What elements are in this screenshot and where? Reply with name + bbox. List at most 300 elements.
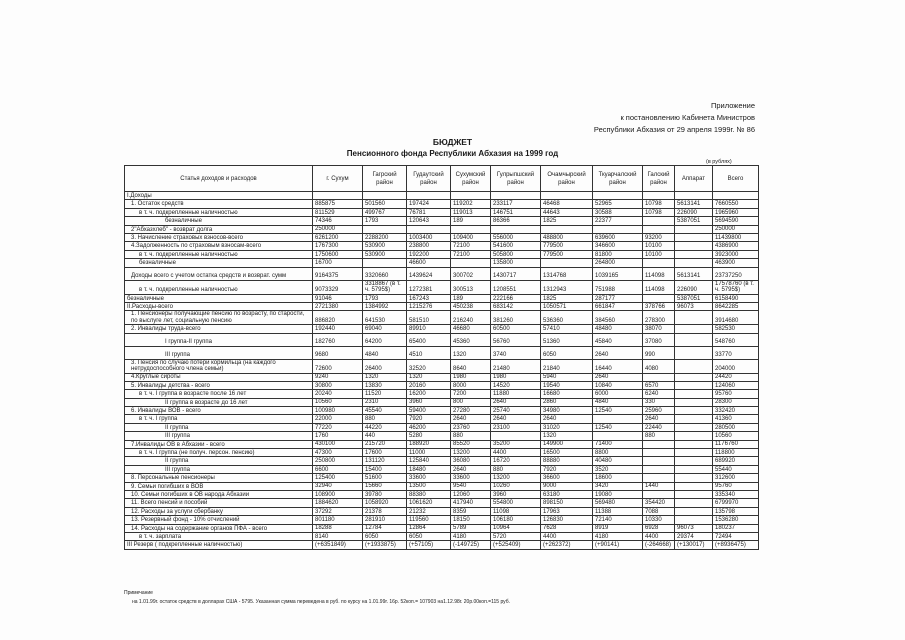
value-cell: 81800 (593, 250, 643, 258)
notes-block (124, 589, 784, 607)
value-cell: 197424 (407, 200, 451, 208)
value-cell: 1320 (363, 373, 407, 381)
value-cell: 60500 (491, 325, 541, 333)
value-cell: 1320 (451, 346, 491, 359)
value-cell: 2640 (643, 415, 675, 423)
value-cell: 21378 (363, 507, 407, 515)
header-cell: Гулрыпшский район (491, 166, 541, 192)
value-cell: 46200 (407, 423, 451, 431)
value-cell: 4180 (451, 532, 491, 540)
value-cell (675, 415, 713, 423)
value-cell: 278300 (643, 311, 675, 325)
value-cell (643, 373, 675, 381)
value-cell (643, 294, 675, 302)
value-cell: 2640 (593, 373, 643, 381)
value-cell: 2640 (451, 465, 491, 473)
value-cell (363, 225, 407, 233)
row-label-cell: III группа (125, 432, 313, 440)
value-cell: 4400 (643, 532, 675, 540)
value-cell: 417940 (451, 499, 491, 507)
value-cell: 23760 (451, 423, 491, 431)
value-cell: 18288 (313, 524, 363, 532)
value-cell: 19540 (541, 381, 593, 389)
value-cell: 8919 (593, 524, 643, 532)
value-cell: 45540 (363, 407, 407, 415)
value-cell: 27280 (451, 407, 491, 415)
value-cell: 20240 (313, 390, 363, 398)
currency-note: (в рублях) (706, 159, 732, 165)
table-row (125, 381, 759, 389)
value-cell: 13830 (363, 381, 407, 389)
value-cell (675, 407, 713, 415)
value-cell (675, 333, 713, 346)
value-cell: 192200 (407, 250, 451, 258)
value-cell: 4080 (643, 359, 675, 373)
value-cell: 8140 (313, 532, 363, 540)
row-label-cell: в т. ч. подкрепленные наличностью (125, 208, 313, 216)
value-cell: 501560 (363, 200, 407, 208)
value-cell (643, 490, 675, 498)
value-cell: 189 (451, 294, 491, 302)
value-cell: 11520 (363, 390, 407, 398)
value-cell: 250800 (313, 457, 363, 465)
value-cell (407, 225, 451, 233)
row-label-cell: 7.Инвалиды ОВ в Абхазии - всего (125, 440, 313, 448)
value-cell: 1536280 (713, 516, 759, 524)
value-cell: 1176760 (713, 440, 759, 448)
value-cell: 280500 (713, 423, 759, 431)
value-cell (675, 325, 713, 333)
value-cell: 3960 (491, 490, 541, 498)
value-cell: 7660550 (713, 200, 759, 208)
value-cell: 10798 (643, 208, 675, 216)
value-cell: (-149725) (451, 541, 491, 549)
value-cell: 23737250 (713, 267, 759, 280)
row-label-cell: 9. Семьи погибших в ВОВ (125, 482, 313, 490)
value-cell: 4400 (541, 532, 593, 540)
value-cell: 16700 (313, 259, 363, 267)
value-cell: 800 (451, 398, 491, 406)
value-cell: 36080 (451, 457, 491, 465)
row-label-cell: II группа (125, 423, 313, 431)
value-cell: 9164375 (313, 267, 363, 280)
row-label-cell: III группа (125, 465, 313, 473)
value-cell: 10798 (643, 200, 675, 208)
value-cell: 264800 (593, 259, 643, 267)
value-cell: 4400 (491, 449, 541, 457)
value-cell: 4840 (593, 398, 643, 406)
value-cell: 30588 (593, 208, 643, 216)
value-cell: 6240 (643, 390, 675, 398)
row-label-cell: 5. Инвалиды детства - всего (125, 381, 313, 389)
value-cell: (+8936475) (713, 541, 759, 549)
value-cell: 346600 (593, 242, 643, 250)
value-cell: 10964 (491, 524, 541, 532)
value-cell: 1980 (491, 373, 541, 381)
value-cell: 46600 (407, 259, 451, 267)
value-cell: 3318867 (в т. ч. 5795$) (363, 280, 407, 294)
value-cell: 135798 (713, 507, 759, 515)
value-cell: 2310 (363, 398, 407, 406)
value-cell: 119560 (407, 516, 451, 524)
table-row (125, 449, 759, 457)
value-cell: 24420 (713, 373, 759, 381)
row-label-cell: II группа (125, 457, 313, 465)
value-cell (675, 440, 713, 448)
value-cell: 15400 (363, 465, 407, 473)
value-cell: 22000 (313, 415, 363, 423)
value-cell: 7088 (643, 507, 675, 515)
value-cell: 65400 (407, 333, 451, 346)
row-label-cell: II.Расходы-всего (125, 303, 313, 311)
value-cell: 40480 (593, 457, 643, 465)
value-cell (407, 192, 451, 200)
value-cell (675, 225, 713, 233)
value-cell: 14520 (491, 381, 541, 389)
value-cell: 250000 (713, 225, 759, 233)
value-cell: 72100 (451, 250, 491, 258)
row-label-cell: 2. Инвалиды труда-всего (125, 325, 313, 333)
value-cell: 226090 (675, 280, 713, 294)
value-cell: 430100 (313, 440, 363, 448)
value-cell: 120643 (407, 217, 451, 225)
value-cell: 8800 (593, 449, 643, 457)
value-cell: 300702 (451, 267, 491, 280)
value-cell: 22377 (593, 217, 643, 225)
value-cell: 1003400 (407, 233, 451, 241)
header-cell: Гагрский район (363, 166, 407, 192)
value-cell: 2288200 (363, 233, 407, 241)
value-cell: 182760 (313, 333, 363, 346)
row-label-cell: II группа в возрасте до 16 лет (125, 398, 313, 406)
value-cell: 10100 (643, 242, 675, 250)
notes-text: на 1.01.99г. остаток средств в долларах США - 5795. Указанная сумма переведена в руб. по курсу на 1.01.99г. 16р. 52коп.= 107903 на1.12.98г. 20р.00коп.=115 руб. (132, 599, 510, 605)
value-cell: 440 (363, 432, 407, 440)
value-cell: 37292 (313, 507, 363, 515)
value-cell (593, 415, 643, 423)
value-cell: 463900 (713, 259, 759, 267)
value-cell: 12540 (593, 407, 643, 415)
value-cell: 335340 (713, 490, 759, 498)
value-cell: 59400 (407, 407, 451, 415)
value-cell: 10560 (313, 398, 363, 406)
value-cell: 204000 (713, 359, 759, 373)
value-cell: 779500 (541, 242, 593, 250)
value-cell: 44220 (363, 423, 407, 431)
value-cell: 23100 (491, 423, 541, 431)
value-cell: 1793 (363, 294, 407, 302)
row-label-cell: безналичные (125, 217, 313, 225)
row-label-cell: в т. ч. подкрепленные наличностью (125, 280, 313, 294)
value-cell: 3520 (593, 465, 643, 473)
value-cell: 1793 (363, 217, 407, 225)
value-cell: 16720 (491, 457, 541, 465)
value-cell: 125400 (313, 474, 363, 482)
value-cell: 31020 (541, 423, 593, 431)
value-cell: (+6351849) (313, 541, 363, 549)
value-cell: 38070 (643, 325, 675, 333)
value-cell: 56760 (491, 333, 541, 346)
row-label-cell: в т. ч. зарплата (125, 532, 313, 540)
table-row (125, 432, 759, 440)
value-cell: (+57105) (407, 541, 451, 549)
value-cell: 13500 (407, 482, 451, 490)
value-cell: 180237 (713, 524, 759, 532)
header-cell: Очамчырский район (541, 166, 593, 192)
value-cell: 45360 (451, 333, 491, 346)
value-cell: 8642285 (713, 303, 759, 311)
value-cell: 18480 (407, 465, 451, 473)
value-cell: 167243 (407, 294, 451, 302)
value-cell: 124060 (713, 381, 759, 389)
row-label-cell: в т. ч. I группа (125, 415, 313, 423)
value-cell: 9540 (451, 482, 491, 490)
value-cell: 126830 (541, 516, 593, 524)
value-cell: 6050 (541, 346, 593, 359)
value-cell: 354420 (643, 499, 675, 507)
value-cell (541, 259, 593, 267)
appendix-line-1: Приложение (711, 101, 755, 110)
value-cell (363, 259, 407, 267)
value-cell: 1215276 (407, 303, 451, 311)
value-cell: 1061620 (407, 499, 451, 507)
value-cell (675, 499, 713, 507)
value-cell: 4386900 (713, 242, 759, 250)
value-cell: 88380 (407, 490, 451, 498)
table-row (125, 499, 759, 507)
value-cell (675, 359, 713, 373)
value-cell: 2640 (491, 415, 541, 423)
value-cell (313, 192, 363, 200)
value-cell: 72100 (451, 242, 491, 250)
value-cell: 20160 (407, 381, 451, 389)
value-cell: 72600 (313, 359, 363, 373)
row-label-cell: 2"Абхазхлеб" - возврат долга (125, 225, 313, 233)
value-cell: 312600 (713, 474, 759, 482)
table-row (125, 217, 759, 225)
value-cell: 2640 (541, 415, 593, 423)
table-row (125, 507, 759, 515)
value-cell: 11439800 (713, 233, 759, 241)
value-cell (643, 449, 675, 457)
value-cell: (+262372) (541, 541, 593, 549)
value-cell (643, 465, 675, 473)
table-row (125, 250, 759, 258)
table-row (125, 541, 759, 549)
value-cell: 5613141 (675, 200, 713, 208)
value-cell (675, 398, 713, 406)
value-cell: 18600 (593, 474, 643, 482)
table-row (125, 423, 759, 431)
value-cell: 69040 (363, 325, 407, 333)
value-cell: 886820 (313, 311, 363, 325)
value-cell (675, 233, 713, 241)
value-cell: 32520 (407, 359, 451, 373)
table-row (125, 482, 759, 490)
value-cell: 556000 (491, 233, 541, 241)
value-cell: 51600 (363, 474, 407, 482)
value-cell: 9240 (313, 373, 363, 381)
value-cell: 287177 (593, 294, 643, 302)
value-cell: 801180 (313, 516, 363, 524)
value-cell: (-264668) (643, 541, 675, 549)
value-cell: 1384992 (363, 303, 407, 311)
table-row (125, 373, 759, 381)
value-cell: 91046 (313, 294, 363, 302)
value-cell: 505800 (491, 250, 541, 258)
value-cell: 33770 (713, 346, 759, 359)
value-cell: 554800 (491, 499, 541, 507)
value-cell: 33600 (451, 474, 491, 482)
table-row (125, 524, 759, 532)
value-cell: 135800 (491, 259, 541, 267)
table-row (125, 280, 759, 294)
value-cell: 12784 (363, 524, 407, 532)
value-cell: 1320 (407, 373, 451, 381)
value-cell (675, 482, 713, 490)
row-label-cell: в т. ч. подкрепленные наличностью (125, 250, 313, 258)
value-cell (541, 225, 593, 233)
value-cell: 6799970 (713, 499, 759, 507)
value-cell: 149900 (541, 440, 593, 448)
value-cell: 880 (363, 415, 407, 423)
value-cell: 5387051 (675, 217, 713, 225)
value-cell: 16200 (407, 390, 451, 398)
value-cell (541, 192, 593, 200)
value-cell: 5720 (491, 532, 541, 540)
value-cell: 641530 (363, 311, 407, 325)
value-cell: 71400 (593, 440, 643, 448)
table-row (125, 192, 759, 200)
value-cell: 1440 (643, 482, 675, 490)
value-cell: 3914680 (713, 311, 759, 325)
value-cell: 16500 (541, 449, 593, 457)
row-label-cell: 12. Расходы за услуги сбербанку (125, 507, 313, 515)
table-row (125, 233, 759, 241)
value-cell: 3740 (491, 346, 541, 359)
appendix-line-2: к постановлению Кабинета Министров (620, 113, 755, 122)
value-cell: 74346 (313, 217, 363, 225)
value-cell: 6928 (643, 524, 675, 532)
header-cell: Галский район (643, 166, 675, 192)
value-cell (643, 474, 675, 482)
value-cell: 8000 (451, 381, 491, 389)
value-cell: 106180 (491, 516, 541, 524)
row-label-cell: 14. Расходы на содержание органов ПФА - всего (125, 524, 313, 532)
value-cell: 3320660 (363, 267, 407, 280)
value-cell: 1430717 (491, 267, 541, 280)
value-cell: 93200 (643, 233, 675, 241)
value-cell: 131120 (363, 457, 407, 465)
value-cell: 8640 (451, 359, 491, 373)
value-cell: 189 (451, 217, 491, 225)
value-cell (643, 225, 675, 233)
table-row (125, 532, 759, 540)
value-cell: 1884620 (313, 499, 363, 507)
value-cell: 582530 (713, 325, 759, 333)
value-cell: 530900 (363, 250, 407, 258)
value-cell (643, 192, 675, 200)
table-row (125, 294, 759, 302)
value-cell: 581510 (407, 311, 451, 325)
value-cell: 35200 (491, 440, 541, 448)
value-cell (675, 373, 713, 381)
value-cell: 39780 (363, 490, 407, 498)
table-row (125, 259, 759, 267)
value-cell: 300513 (451, 280, 491, 294)
value-cell: 216240 (451, 311, 491, 325)
value-cell: 28300 (713, 398, 759, 406)
value-cell: 21232 (407, 507, 451, 515)
value-cell: 37080 (643, 333, 675, 346)
value-cell (593, 432, 643, 440)
table-row (125, 474, 759, 482)
value-cell: 1767300 (313, 242, 363, 250)
row-label-cell: 1. Остаток средств (125, 200, 313, 208)
row-label-cell: 3. Пенсия по случаю потери кормильца (на каждого нетрудоспособного члена семьи) (125, 359, 313, 373)
value-cell: (+1933875) (363, 541, 407, 549)
value-cell: 48480 (593, 325, 643, 333)
value-cell: 114098 (643, 267, 675, 280)
row-label-cell: безналичные (125, 259, 313, 267)
value-cell: 18150 (451, 516, 491, 524)
table-row (125, 516, 759, 524)
value-cell: 3960 (407, 398, 451, 406)
title-line-2: Пенсионного фонда Республики Абхазия на 1999 год (346, 149, 559, 158)
value-cell (491, 225, 541, 233)
value-cell: 2640 (491, 398, 541, 406)
value-cell: 10260 (491, 482, 541, 490)
value-cell: 100980 (313, 407, 363, 415)
value-cell: 11000 (407, 449, 451, 457)
header-cell: Гудаутский район (407, 166, 451, 192)
value-cell: 72494 (713, 532, 759, 540)
value-cell: 5280 (407, 432, 451, 440)
value-cell: 21840 (541, 359, 593, 373)
value-cell (451, 192, 491, 200)
table-row (125, 311, 759, 325)
appendix-line-3: Республики Абхазия от 29 апреля 1999г. № 86 (593, 125, 755, 134)
value-cell: 109400 (451, 233, 491, 241)
table-row (125, 325, 759, 333)
value-cell (491, 192, 541, 200)
header-cell: Статья доходов и расходов (125, 166, 313, 192)
table-row (125, 346, 759, 359)
value-cell: 384560 (593, 311, 643, 325)
value-cell: 639600 (593, 233, 643, 241)
value-cell: 21480 (491, 359, 541, 373)
value-cell: 36600 (541, 474, 593, 482)
table-row (125, 267, 759, 280)
value-cell (675, 474, 713, 482)
value-cell: 2640 (451, 415, 491, 423)
row-label-cell: в т. ч. I группа в возрасте после 16 лет (125, 390, 313, 398)
value-cell: 250000 (313, 225, 363, 233)
value-cell: 77220 (313, 423, 363, 431)
value-cell: 19080 (593, 490, 643, 498)
value-cell: 192440 (313, 325, 363, 333)
value-cell: 45840 (593, 333, 643, 346)
header-cell: Аппарат (675, 166, 713, 192)
table-row (125, 303, 759, 311)
value-cell: 17963 (541, 507, 593, 515)
value-cell: 3420 (593, 482, 643, 490)
value-cell: 569480 (593, 499, 643, 507)
value-cell: 1050571 (541, 303, 593, 311)
value-cell: 26400 (363, 359, 407, 373)
value-cell: 1980 (451, 373, 491, 381)
row-label-cell: 3. Начисление страховых взносов-всего (125, 233, 313, 241)
